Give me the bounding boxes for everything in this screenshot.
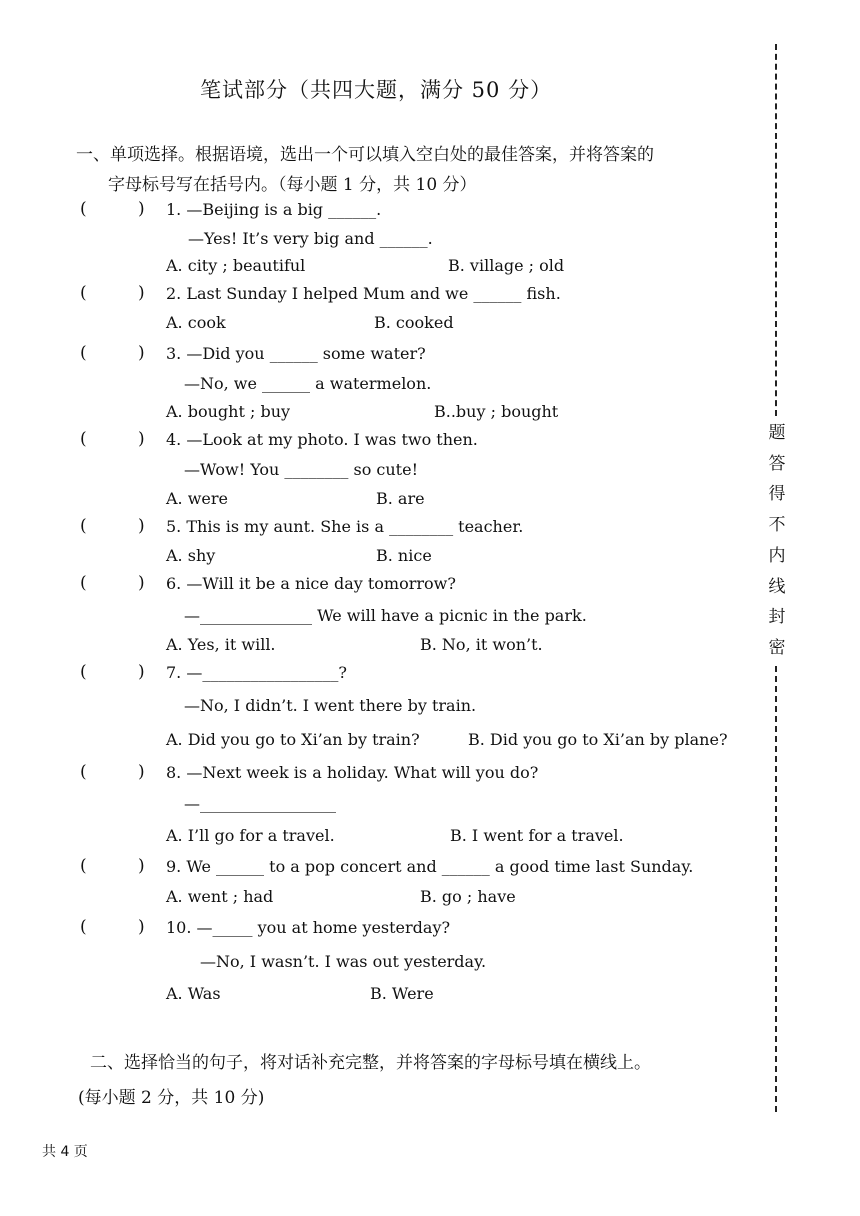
option-a: A. were xyxy=(166,489,229,508)
option-a: A. I’ll go for a travel. xyxy=(166,826,335,845)
answer-paren-close: ) xyxy=(138,516,145,536)
option-a: A. went ; had xyxy=(166,887,274,906)
answer-paren-close: ) xyxy=(138,343,145,363)
seal-char: 得 xyxy=(768,484,786,505)
seal-char: 不 xyxy=(768,515,786,536)
question-stem-line: —_________________ xyxy=(184,794,336,813)
option-a: A. cook xyxy=(166,313,226,332)
question-stem-line: —No, I didn’t. I went there by train. xyxy=(184,696,477,715)
option-b: B. I went for a travel. xyxy=(450,826,624,845)
option-b: B. village ; old xyxy=(448,256,565,275)
answer-paren-open[interactable]: ( xyxy=(80,516,87,536)
section2-heading-line2: (每小题 2 分，共 10 分) xyxy=(78,1088,265,1108)
seal-char: 密 xyxy=(768,637,786,658)
seal-dashed-line-top xyxy=(775,44,777,416)
seal-char: 内 xyxy=(768,545,786,566)
question-stem-line: 7. —_________________? xyxy=(166,663,347,682)
option-a: A. city ; beautiful xyxy=(166,256,306,275)
answer-paren-open[interactable]: ( xyxy=(80,429,87,449)
option-b: B. are xyxy=(376,489,425,508)
seal-dashed-line-bottom xyxy=(775,666,777,1112)
page-title: 笔试部分（共四大题，满分 50 分） xyxy=(200,78,553,102)
option-a: A. shy xyxy=(166,546,216,565)
option-b: B. go ; have xyxy=(420,887,516,906)
question-stem-line: 4. —Look at my photo. I was two then. xyxy=(166,430,478,449)
seal-char: 答 xyxy=(768,453,786,474)
answer-paren-close: ) xyxy=(138,429,145,449)
answer-paren-open[interactable]: ( xyxy=(80,343,87,363)
answer-paren-close: ) xyxy=(138,199,145,219)
question-stem-line: 5. This is my aunt. She is a ________ teacher. xyxy=(166,517,524,536)
question-stem-line: 8. —Next week is a holiday. What will you do? xyxy=(166,763,539,782)
section1-heading-line2: 字母标号写在括号内。（每小题 1 分，共 10 分） xyxy=(108,175,477,195)
answer-paren-close: ) xyxy=(138,573,145,593)
answer-paren-close: ) xyxy=(138,856,145,876)
seal-char: 封 xyxy=(768,607,786,628)
option-b: B..buy ; bought xyxy=(434,402,559,421)
answer-paren-open[interactable]: ( xyxy=(80,199,87,219)
seal-text xyxy=(765,418,789,664)
option-a: A. bought ; buy xyxy=(166,402,291,421)
option-a: A. Yes, it will. xyxy=(166,635,276,654)
answer-paren-close: ) xyxy=(138,662,145,682)
question-stem-line: 1. —Beijing is a big ______. xyxy=(166,200,382,219)
question-stem-line: 9. We ______ to a pop concert and ______ a good time last Sunday. xyxy=(166,857,694,876)
answer-paren-open[interactable]: ( xyxy=(80,762,87,782)
answer-paren-open[interactable]: ( xyxy=(80,573,87,593)
question-stem-line: —No, we ______ a watermelon. xyxy=(184,374,432,393)
answer-paren-close: ) xyxy=(138,917,145,937)
option-a: A. Did you go to Xi’an by train? xyxy=(166,730,420,749)
seal-char: 线 xyxy=(768,576,786,597)
answer-paren-open[interactable]: ( xyxy=(80,662,87,682)
question-stem-line: —______________ We will have a picnic in the park. xyxy=(184,606,587,625)
section2-heading-line1: 二、选择恰当的句子，将对话补充完整，并将答案的字母标号填在横线上。 xyxy=(90,1053,651,1073)
option-b: B. cooked xyxy=(374,313,454,332)
option-b: B. nice xyxy=(376,546,432,565)
option-b: B. No, it won’t. xyxy=(420,635,543,654)
answer-paren-close: ) xyxy=(138,283,145,303)
question-stem-line: —No, I wasn’t. I was out yesterday. xyxy=(200,952,487,971)
answer-paren-open[interactable]: ( xyxy=(80,283,87,303)
option-a: A. Was xyxy=(166,984,221,1003)
section1-heading-line1: 一、单项选择。根据语境，选出一个可以填入空白处的最佳答案，并将答案的 xyxy=(76,145,654,165)
question-stem-line: 10. —_____ you at home yesterday? xyxy=(166,918,451,937)
option-b: B. Did you go to Xi’an by plane? xyxy=(468,730,728,749)
question-stem-line: 2. Last Sunday I helped Mum and we ______ fish. xyxy=(166,284,561,303)
page-count-footer: 共 4 页 xyxy=(42,1144,88,1160)
answer-paren-open[interactable]: ( xyxy=(80,856,87,876)
question-stem-line: —Yes! It’s very big and ______. xyxy=(188,229,433,248)
question-stem-line: —Wow! You ________ so cute! xyxy=(184,460,419,479)
question-stem-line: 3. —Did you ______ some water? xyxy=(166,344,426,363)
answer-paren-open[interactable]: ( xyxy=(80,917,87,937)
option-b: B. Were xyxy=(370,984,434,1003)
question-stem-line: 6. —Will it be a nice day tomorrow? xyxy=(166,574,456,593)
seal-char: 题 xyxy=(768,423,786,443)
answer-paren-close: ) xyxy=(138,762,145,782)
